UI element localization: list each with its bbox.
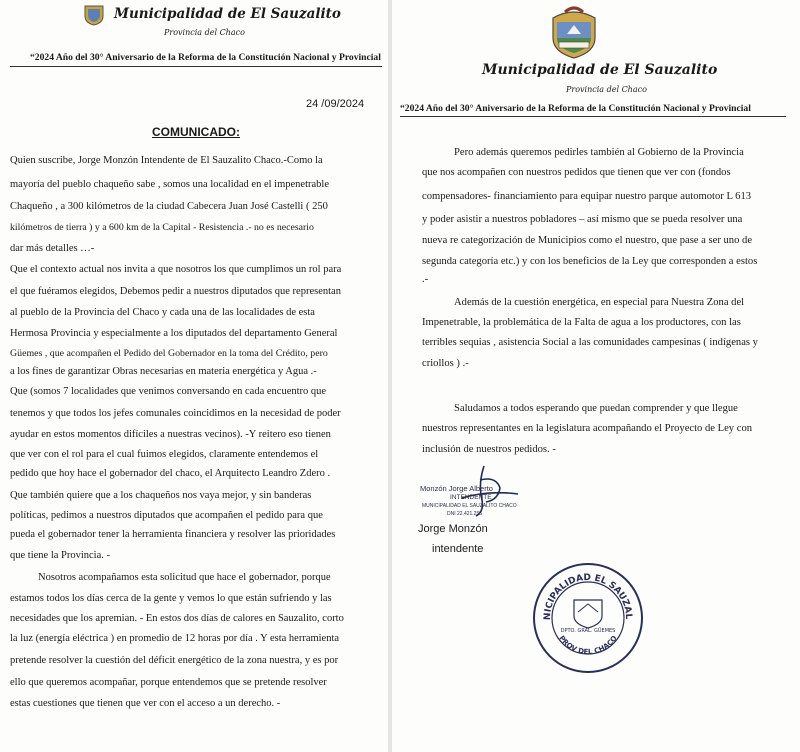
body-line: inclusión de nuestros pedidos. -	[422, 444, 556, 455]
body-line: que nos acompañen con nuestros pedidos que tienen que ver con (fondos	[422, 167, 731, 178]
municipality-name: Municipalidad de El Sauzalito	[482, 62, 718, 78]
svg-text:MUNICIPALIDAD EL SAUZALITO	[530, 560, 633, 620]
province-name: Provincia del Chaco	[164, 28, 245, 37]
body-line: dar más detalles …-	[10, 243, 95, 254]
body-line: que tiene la Provincia. -	[10, 550, 111, 561]
body-line: Que el contexto actual nos invita a que nosotros los que cumplimos un rol para	[10, 264, 342, 275]
body-line: a los fines de garantizar Obras necesarias en materia energética y Agua .-	[10, 366, 317, 377]
body-line: criollos ) .-	[422, 358, 469, 369]
body-line: .-	[422, 274, 429, 285]
body-line: terribles sequias , asistencia Social a las comunidades campesinas ( indígenas y	[422, 337, 758, 348]
body-line: Que también quiere que a los chaqueños nos vaya mejor, y sin banderas	[10, 490, 312, 501]
body-line: tenemos y que todos los jefes comunales coincidimos en la necesidad de poder	[10, 408, 341, 419]
municipal-crest-icon	[82, 4, 106, 31]
body-line: necesidades que los apremian. - En estos dos días de calores en Sauzalito, corto	[10, 613, 344, 624]
body-line: al pueblo de la Provincia del Chaco y cada una de las localidades de esta	[10, 307, 315, 318]
body-line: y poder asistir a nuestros pobladores – así mismo que se pueda resolver una	[422, 214, 743, 225]
body-line: estamos todos los días cerca de la gente y vemos lo que están sufriendo y las	[10, 593, 332, 604]
body-line: nuestros representantes en la legislatura acompañando el Proyecto de Ley con	[422, 423, 753, 434]
province-name: Provincia del Chaco	[566, 85, 647, 94]
signatory-role: intendente	[432, 543, 484, 555]
body-line: segunda categoría etc.) y con los beneficios de la Ley que corresponden a estos	[422, 256, 758, 267]
body-line: kilómetros de tierra ) y a 600 km de la Capital - Resistencia .- no es necesario	[10, 222, 314, 233]
document-date: 24 /09/2024	[306, 98, 365, 110]
body-line: Pero además queremos pedirles también al Gobierno de la Provincia	[454, 147, 744, 158]
body-line: nueva re categorización de Municipios como el nuestro, que pase a ser uno de	[422, 235, 753, 246]
body-line: que ver con el rol para el cual fuimos elegidos, claramente entendemos el	[10, 449, 319, 460]
body-line: Nosotros acompañamos esta solicitud que hace el gobernador, porque	[38, 572, 331, 583]
body-line: Impenetrable, la problemática de la Falta de agua a los productores, con las	[422, 317, 741, 328]
right-document-page	[392, 0, 800, 752]
document-title: COMUNICADO:	[152, 125, 240, 139]
anniversary-banner: “2024 Año del 30° Aniversario de la Reforma de la Constitución Nacional y Provincial	[400, 103, 751, 114]
seal-outer-text: NICIPALIDAD EL SAUZAL	[542, 572, 634, 621]
body-line: el que fuéramos elegidos, Debemos pedir a nuestros diputados que representan	[10, 286, 341, 297]
anniversary-banner: “2024 Año del 30° Aniversario de la Reforma de la Constitución Nacional y Provincial	[30, 52, 381, 63]
signatory-name: Jorge Monzón	[418, 523, 488, 535]
left-document-page	[0, 0, 388, 752]
body-line: pueda el gobernador tener la herramienta financiera y resolver las prioridades	[10, 529, 336, 540]
stamp-dni: DNI 22.421.255	[447, 511, 483, 517]
stamp-name: Monzón Jorge Alberto	[420, 484, 493, 493]
body-line: pedido que hoy hace el gobernador del chaco, el Arquitecto Leandro Zdero .	[10, 468, 331, 479]
body-line: ayudar en estos momentos difíciles a nuestras vecinos). -Y reitero eso tienen	[10, 429, 331, 440]
body-line: Chaqueño , a 300 kilómetros de la ciudad Cabecera Juan José Castelli ( 250	[10, 201, 328, 212]
seal-inner-text: DPTO. GRAL. GÜEMES	[560, 628, 616, 634]
body-line: mayoría del pueblo chaqueño sabe , somos una localidad en el impenetrable	[10, 179, 329, 190]
stamp-office: MUNICIPALIDAD EL SAUZALITO CHACO	[422, 503, 517, 509]
stamp-role: INTENDENTE	[450, 494, 492, 501]
body-line: Que (somos 7 localidades que venimos conversando en cada encuentro que	[10, 386, 327, 397]
body-line: Saludamos a todos esperando que puedan comprender y que llegue	[454, 403, 738, 414]
header-rule	[10, 66, 382, 67]
svg-text:PROV DEL CHACO	[557, 634, 618, 656]
body-line: políticas, pedimos a nuestros diputados que acompañen el pedido para que	[10, 510, 323, 521]
body-line: Güemes , que acompañen el Pedido del Gobernador en la toma del Crédito, pero	[10, 348, 328, 359]
body-line: la luz (energía eléctrica ) en promedio de 12 horas por día . Y esta herramienta	[10, 633, 340, 644]
body-line: Además de la cuestión energética, en especial para Nuestra Zona del	[454, 297, 745, 308]
body-line: compensadores- financiamiento para equipar nuestro parque automotor L 613	[422, 191, 752, 202]
header-rule	[400, 116, 786, 117]
body-line: estas cuestiones que tienen que ver con el acceso a un derecho. -	[10, 698, 281, 709]
round-seal	[530, 560, 646, 676]
seal-bottom-text: PROV DEL CHACO	[557, 634, 619, 657]
municipal-crest-icon	[545, 4, 603, 65]
municipality-name: Municipalidad de El Sauzalito	[114, 6, 341, 22]
body-line: pretende resolver la cuestión del déficit energético de la zona nuestra, y es por	[10, 655, 339, 666]
body-line: ello que queremos acompañar, porque entendemos que se pretende resolver	[10, 677, 327, 688]
body-line: Hermosa Provincia y especialmente a los diputados del departamento General	[10, 328, 338, 339]
body-line: Quien suscribe, Jorge Monzón Intendente de El Sauzalito Chaco.-Como la	[10, 155, 323, 166]
